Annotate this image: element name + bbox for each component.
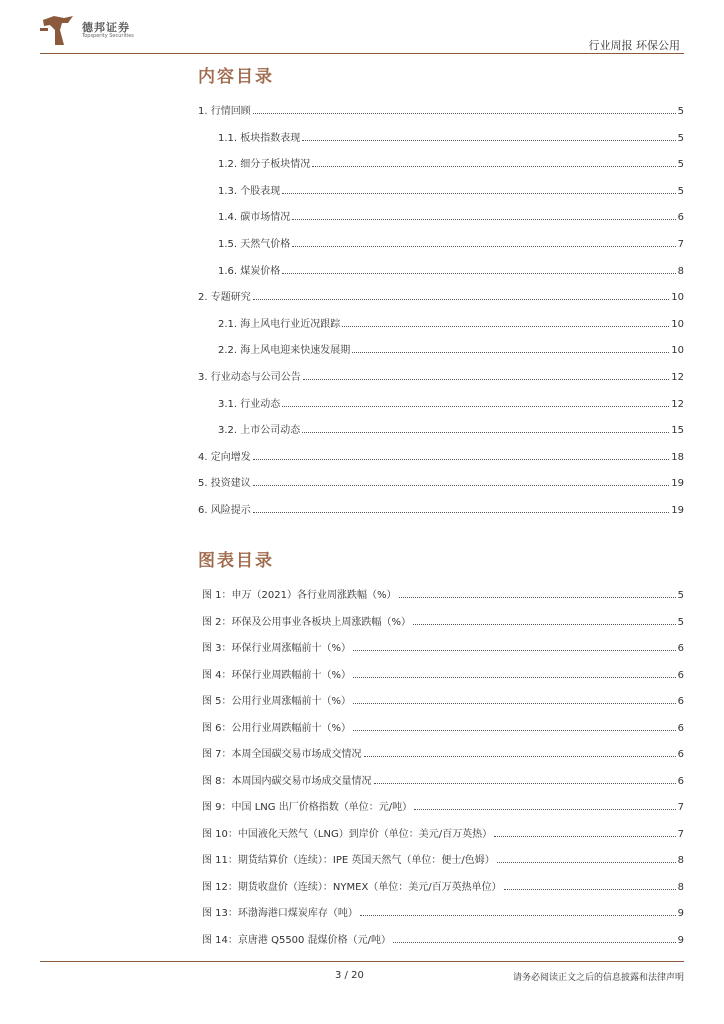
report-type: 行业周报 环保公用: [588, 39, 680, 52]
dot-leader: [353, 730, 676, 731]
toc-entry-label: 3. 行业动态与公司公告: [198, 372, 301, 383]
dot-leader: [374, 783, 676, 784]
dot-leader: [364, 756, 676, 757]
toc-entry-page: 10: [671, 345, 684, 357]
toc-entry[interactable]: [218, 394, 684, 410]
toc-entry-page: 8: [677, 265, 684, 277]
dot-leader: [352, 352, 669, 353]
toc-entry-page: 10: [671, 318, 684, 330]
dot-leader: [302, 140, 675, 141]
figure-entry[interactable]: [202, 665, 684, 681]
toc-entry-label: 2. 专题研究: [198, 292, 251, 304]
figure-entry-page: 6: [677, 722, 684, 734]
dot-leader: [353, 650, 676, 651]
figure-entry[interactable]: [202, 930, 684, 946]
figure-entry-label: 图 13：环渤海港口煤炭库存（吨）: [202, 908, 358, 919]
toc-entry-label: 1.1. 板块指数表现: [218, 132, 301, 144]
dot-leader: [414, 809, 676, 810]
toc-entry[interactable]: [218, 420, 684, 436]
toc-entry[interactable]: [218, 314, 684, 330]
dot-leader: [292, 219, 675, 220]
dot-leader: [282, 273, 675, 274]
toc-entry-label: 3.1. 行业动态: [218, 398, 281, 410]
header-divider: [40, 53, 684, 54]
figure-entry-label: 图 9：中国 LNG 出厂价格指数（单位：元/吨）: [202, 802, 413, 813]
page-header: [0, 0, 724, 60]
toc-entry-label: 3.2. 上市公司动态: [218, 425, 301, 437]
figure-entry-page: 8: [677, 881, 684, 893]
toc-entry-page: 10: [671, 292, 684, 304]
dot-leader: [497, 862, 676, 863]
toc-entry-page: 5: [677, 159, 684, 171]
page-number: 3 / 20: [335, 970, 364, 981]
figure-entry[interactable]: [202, 877, 684, 893]
dot-leader: [353, 677, 676, 678]
toc-entry[interactable]: [218, 154, 684, 170]
toc-entry-page: 5: [677, 185, 684, 197]
toc-entry[interactable]: [218, 207, 684, 223]
figure-entry-label: 图 14：京唐港 Q5500 混煤价格（元/吨）: [202, 934, 391, 946]
figure-entry-label: 图 5：公用行业周涨幅前十（%）: [202, 696, 352, 707]
figure-entry-page: 6: [677, 749, 684, 760]
dot-leader: [360, 915, 676, 916]
figure-entry[interactable]: [202, 612, 684, 628]
logo-company-name: 德邦证券: [82, 21, 130, 34]
toc-entry-label: 1.5. 天然气价格: [218, 239, 291, 250]
figure-entry-label: 图 10：中国液化天然气（LNG）到岸价（单位：美元/百万英热）: [202, 828, 493, 840]
toc-entry[interactable]: [198, 367, 684, 383]
dot-leader: [303, 379, 670, 380]
figure-entry-label: 图 8：本周国内碳交易市场成交量情况: [202, 775, 372, 787]
toc-entry-label: 2.1. 海上风电行业近况跟踪: [218, 318, 341, 330]
figure-entry[interactable]: [202, 771, 684, 787]
figure-entry-page: 9: [677, 934, 684, 946]
legal-disclaimer: 请务必阅读正文之后的信息披露和法律声明: [512, 973, 684, 983]
toc-entry-label: 1.2. 细分子板块情况: [218, 159, 311, 171]
dot-leader: [292, 246, 675, 247]
toc-entry-label: 5. 投资建议: [198, 478, 251, 490]
figure-entry-label: 图 3：环保行业周涨幅前十（%）: [202, 643, 352, 654]
dot-leader: [282, 193, 675, 194]
logo-company-english: Topsperity Securities: [82, 33, 134, 39]
toc-entry[interactable]: [198, 287, 684, 303]
logo-mark-icon: [40, 14, 76, 48]
figure-entry-page: 7: [677, 802, 684, 813]
dot-leader: [353, 703, 676, 704]
toc-entry[interactable]: [198, 500, 684, 516]
toc-entry[interactable]: [218, 340, 684, 356]
figure-entry[interactable]: [202, 638, 684, 654]
figure-entry-page: 6: [677, 696, 684, 707]
toc-entry[interactable]: [198, 447, 684, 463]
figure-entry-page: 5: [677, 590, 684, 601]
toc-entry[interactable]: [218, 181, 684, 197]
dot-leader: [342, 326, 669, 327]
figure-entry-page: 6: [677, 643, 684, 654]
dot-leader: [253, 113, 676, 114]
figure-entry-label: 图 11：期货结算价（连续）：IPE 英国天然气（单位：便士/色姆）: [202, 855, 495, 866]
dot-leader: [253, 299, 670, 300]
figure-entry[interactable]: [202, 718, 684, 734]
toc-entry[interactable]: [218, 234, 684, 250]
dot-leader: [253, 485, 670, 486]
toc-title: 内容目录: [198, 67, 274, 87]
toc-entry-page: 19: [671, 505, 684, 516]
dot-leader: [282, 406, 669, 407]
figure-entry-label: 图 2：环保及公用事业各板块上周涨跌幅（%）: [202, 616, 412, 628]
dot-leader: [302, 432, 669, 433]
figures-title: 图表目录: [198, 551, 274, 571]
toc-entry-page: 19: [671, 478, 684, 490]
figure-entry-page: 5: [677, 616, 684, 628]
toc-entry[interactable]: [198, 473, 684, 489]
toc-entry-label: 1.4. 碳市场情况: [218, 212, 291, 224]
toc-entry-page: 18: [671, 451, 684, 463]
toc-entry[interactable]: [218, 128, 684, 144]
toc-entry-label: 4. 定向增发: [198, 451, 251, 463]
figure-entry-page: 6: [677, 775, 684, 787]
figure-entry-label: 图 6：公用行业周跌幅前十（%）: [202, 722, 352, 734]
toc-entry[interactable]: [218, 261, 684, 277]
toc-entry-page: 6: [677, 212, 684, 224]
toc-entry-label: 6. 风险提示: [198, 505, 251, 516]
figure-entry[interactable]: [202, 585, 684, 601]
toc-entry-label: 1.3. 个股表现: [218, 185, 281, 197]
toc-entry-page: 5: [677, 132, 684, 144]
figure-entry[interactable]: [202, 744, 684, 760]
dot-leader: [494, 836, 676, 837]
figure-entry[interactable]: [202, 824, 684, 840]
toc-entry-label: 1. 行情回顾: [198, 106, 251, 117]
toc-entry[interactable]: [198, 101, 684, 117]
toc-entry-page: 15: [671, 425, 684, 437]
toc-entry-page: 12: [671, 398, 684, 410]
figure-entry-label: 图 1：申万（2021）各行业周涨跌幅（%）: [202, 590, 397, 601]
footer-divider: [40, 961, 684, 962]
dot-leader: [312, 166, 675, 167]
company-logo: [40, 14, 160, 48]
dot-leader: [253, 459, 670, 460]
toc-entry-label: 2.2. 海上风电迎来快速发展期: [218, 345, 351, 357]
figure-entry-page: 6: [677, 669, 684, 681]
dot-leader: [393, 942, 676, 943]
figure-entry-label: 图 7：本周全国碳交易市场成交情况: [202, 749, 362, 760]
dot-leader: [504, 889, 676, 890]
figure-entry-label: 图 12：期货收盘价（连续）：NYMEX（单位：美元/百万英热单位）: [202, 881, 502, 893]
figure-entry[interactable]: [202, 850, 684, 866]
figure-entry[interactable]: [202, 797, 684, 813]
dot-leader: [413, 624, 676, 625]
figure-entry-page: 7: [677, 828, 684, 840]
dot-leader: [399, 597, 676, 598]
figure-entry-label: 图 4：环保行业周跌幅前十（%）: [202, 669, 352, 681]
figure-entry[interactable]: [202, 691, 684, 707]
dot-leader: [253, 512, 670, 513]
toc-entry-page: 12: [671, 372, 684, 383]
figure-entry-page: 9: [677, 908, 684, 919]
toc-entry-page: 5: [677, 106, 684, 117]
toc-entry-page: 7: [677, 239, 684, 250]
toc-entry-label: 1.6. 煤炭价格: [218, 265, 281, 277]
figure-entry[interactable]: [202, 903, 684, 919]
figure-entry-page: 8: [677, 855, 684, 866]
